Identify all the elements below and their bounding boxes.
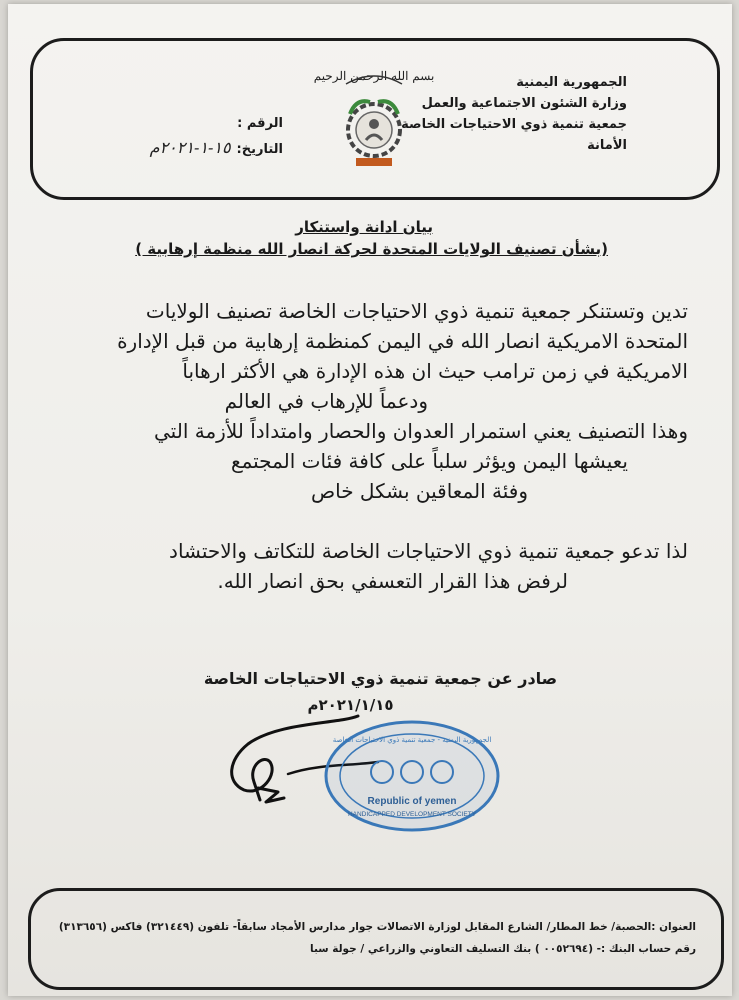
basmala-text: بسم الله الرحمن الرحيم [313, 69, 435, 83]
svg-text:HANDICAPPED DEVELOPMENT SOCIET: HANDICAPPED DEVELOPMENT SOCIETY [347, 811, 477, 818]
header-line-ministry: وزارة الشئون الاجتماعية والعمل [421, 96, 627, 111]
document-page [8, 4, 732, 996]
issuer-line: صادر عن جمعية تنمية ذوي الاحتياجات الخاصة [203, 669, 558, 688]
footer-contact [56, 916, 696, 960]
svg-text:الجمهورية اليمنية - جمعية تنمي: الجمهورية اليمنية - جمعية تنمية ذوي الاحتياجات الخاصة [332, 736, 492, 744]
footer-address: العنوان :الحصبة/ خط المطار/ الشارع المقابل لوزارة الاتصالات جوار مدارس الأمجاد سابقاً- تلفون (٣٢١٤٤٩) فاكس (٣١٣٦٥٦) [58, 921, 696, 933]
statement-body [48, 296, 688, 596]
body-line: وفئة المعاقين بشكل خاص [310, 479, 528, 503]
date-value: ١٥-١-٢٠٢١م [149, 138, 231, 157]
reference-label: الرقم : [237, 116, 283, 131]
body-line: ودعماً للإرهاب في العالم [224, 389, 428, 413]
body-line: الامريكية في زمن ترامب حيث ان هذه الإدارة هي الأكثر ارهاباً [182, 359, 688, 383]
header-line-society: جمعية تنمية ذوي الاحتياجات الخاصة [401, 117, 627, 132]
society-logo [313, 54, 435, 174]
body-line: يعيشها اليمن ويؤثر سلباً على كافة فئات المجتمع [230, 449, 628, 473]
call-line: لرفض هذا القرار التعسفي بحق انصار الله. [217, 569, 568, 593]
header-organization [401, 72, 627, 156]
statement-title [88, 216, 608, 260]
body-line: وهذا التصنيف يعني استمرار العدوان والحصار وامتداداً للأزمة التي [154, 419, 688, 443]
footer-bank: رقم حساب البنك :- (٠٠٥٢٦٩٤ ) بنك التسليف التعاوني والزراعي / جولة سبا [310, 943, 696, 955]
header-line-secretariat: الأمانة [587, 138, 627, 153]
official-stamp [320, 716, 505, 836]
issue-date: ٢٠٢١/١/١٥م [307, 696, 394, 714]
svg-text:Republic of yemen: Republic of yemen [367, 796, 457, 807]
reference-block [88, 112, 283, 162]
body-line: تدين وتستنكر جمعية تنمية ذوي الاحتياجات الخاصة تصنيف الولايات [145, 299, 688, 323]
title-line-1: بيان ادانة واستنكار [295, 218, 433, 236]
header-line-republic: الجمهورية اليمنية [516, 75, 627, 90]
date-label: التاريخ: [236, 142, 283, 157]
body-line: المتحدة الامريكية انصار الله في اليمن كمنظمة إرهابية من قبل الإدارة [117, 329, 688, 353]
call-line: لذا تدعو جمعية تنمية ذوي الاحتياجات الخاصة للتكاتف والاحتشاد [169, 539, 688, 563]
title-line-2: (بشأن تصنيف الولايات المتحدة لحركة انصار الله منظمة إرهابية ) [135, 240, 608, 258]
